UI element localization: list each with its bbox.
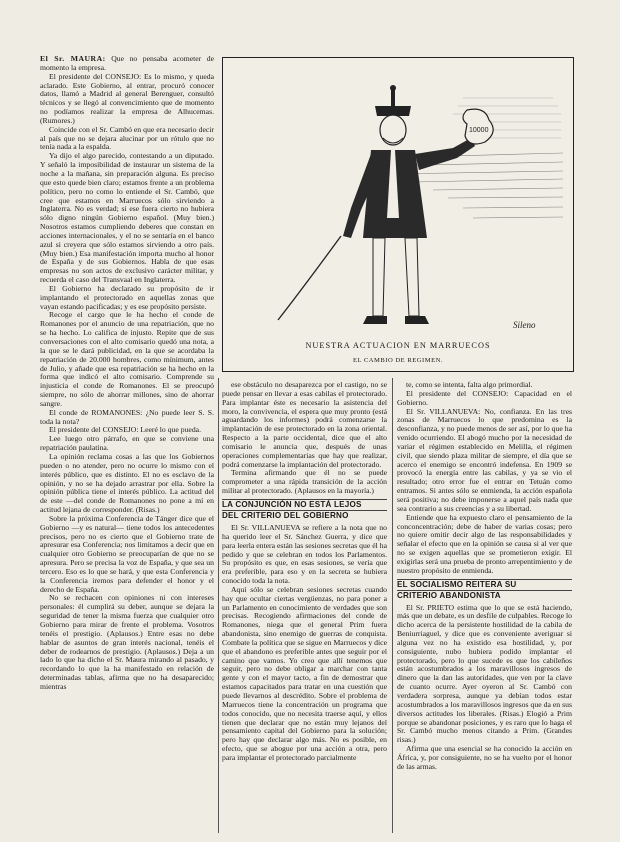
paragraph-text: El presidente del CONSEJO: Capacidad en el Gobierno.	[397, 388, 572, 407]
paragraph-text: No se rechacen con opiniones ni con intereses personales: él cumplirá su deber, aunque se dejara la seguridad de tener la misma fuerza que cualquier otro Gobierno para mirar de frente el problema. Vosotros tenéis el prestigio. (Aplausos.) Entre esas no debe hablar de asuntos de gran interés nacional, tenéis el deber de rodearnos de prestigio. (Aplausos.) Deja a un lado lo que ha dicho el Sr. Maura mirando al pasado, y recordando lo que la ha manifestado en relación de determinadas tablas, afirma que no ha desaparecido; mientras	[40, 593, 214, 691]
cartoon-drawing	[223, 58, 572, 370]
section-heading	[397, 579, 572, 602]
article-paragraph	[40, 285, 214, 312]
section-heading-line: LA CONJUNCIÓN NO ESTÁ LEJOS	[222, 499, 362, 509]
section-heading-line: EL SOCIALISMO REITERA SU	[397, 579, 517, 589]
political-cartoon	[222, 57, 574, 372]
section-heading-line: CRITERIO ABANDONISTA	[397, 590, 572, 602]
article-column-middle	[222, 381, 387, 833]
paragraph-text: Ya dijo el algo parecido, contestando a un diputado. Y señaló la imposibilidad de instaurar un sistema de la noche a la mañana, sin preparación alguna. Es preciso que esto quede bien claro; estamos frente a un problema político, pero no como lo entiende el Sr. Cambó, que cree que estamos en Marruecos sólo sirviendo a Inglaterra. No es verdad; si ese fuera cierto no hubiera sólo digno ningún Gobierno español. (Muy bien.) Nosotros estamos cumpliendo deberes que constan en acciones internacionales, y el no se sentaría en el banco azul si creyera que sólo estamos sirviendo a otro país. (Muy bien.) Esa manifestación importa mucho al honor de España y de sus Gobiernos. Habla de que esas empresas no son actos de exclusivo carácter militar, y recuerda el caso del Transvaal en Inglaterra.	[40, 151, 214, 285]
paragraph-text: Que no pensaba acometer de momento la empresa.	[40, 55, 214, 72]
article-column-left	[40, 55, 214, 830]
article-paragraph	[222, 381, 387, 469]
article-paragraph	[40, 73, 214, 126]
cartoon-caption: NUESTRA ACTUACION EN MARRUECOS	[305, 341, 491, 350]
article-paragraph	[222, 469, 387, 496]
article-paragraph	[40, 435, 214, 453]
speaker-lead: El Sr. MAURA:	[40, 55, 106, 63]
column-rule	[218, 378, 219, 833]
article-paragraph	[40, 594, 214, 691]
paragraph-text: ese obstáculo no desaparezca por el castigo, no se puede pensar en llevar a esas cabilas el protectorado. Para implantar éste es necesario la asistencia del moro, la convivencia, el espera que muy pronto (está aguardando los informes) podrá comenzarse la implantación de ese protectorado en la zona oriental. Respecto a la parte occidental, dice que el alto comisario le anuncia que, después de unas operaciones complementarias que hay que realizar, podrá comenzarse la implantación del protectorado.	[222, 381, 387, 469]
paragraph-text: El Sr. VILLANUEVA: No, confianza. En las tres zonas de Marruecos lo que predomina es la desconfianza, y no puede menos de ser así, por lo que ha venido ocurriendo. El abogó mucho por la necesidad de variar el régimen establecido en Melilla, el régimen civil, que siendo plaza militar de siempre, el día que se acerco el enemigo se encontró indefensa. En 1909 se provocó la energía entre las cabilas, y ya se vio el resultado; otro error fue el entrar en Tetuán como entramos. Si antes sólo se enmienda, la acción española será positiva; no debe imponerse a aquel país nada que sea contrario a sus creencias y a su libertad.	[397, 406, 572, 513]
paragraph-text: Afirma que una esencial se ha conocido la acción en África, y, por consiguiente, no se ha vuelto por el honor de las armas.	[397, 744, 572, 771]
article-paragraph	[222, 586, 387, 763]
article-paragraph	[40, 126, 214, 153]
article-paragraph	[397, 745, 572, 772]
article-paragraph	[40, 152, 214, 285]
article-paragraph	[397, 408, 572, 514]
paragraph-text: Recoge el cargo que le ha hecho el conde de Romanones por el anuncio de una repatriación, que no se ha hecho. Lo califica de injusto. Repite que de sus conversaciones con el alto comisario quedó una nota, a la que se le dará publicidad, en la que se acordaba la repatriación de 20.000 hombres, como mínimum, antes de Julio, y añade que esa repatriación se ha hecho en la forma que indicó el alto comisario. Comprende su injusticia el conde de Romanones. El se preocupó siempre, no sólo de ahorrar millones, sino de ahorrar sangre.	[40, 310, 214, 408]
article-paragraph	[40, 453, 214, 515]
cartoon-subcaption: EL CAMBIO DE REGIMEN.	[352, 357, 444, 364]
cartoon-signature: Sileno	[513, 320, 536, 330]
article-paragraph	[397, 390, 572, 408]
paragraph-text: El conde de ROMANONES: ¿No puede leer S. S. toda la nota?	[40, 407, 214, 426]
article-paragraph	[40, 55, 214, 73]
article-paragraph	[397, 514, 572, 576]
paragraph-text: Sobre la próxima Conferencia de Tánger dice que el Gobierno —y es natural— tiene todos los antecedentes precisos, pero no es cierto que el Gobierno trate de apresurar esa Conferencia; nos limitamos a decir que en cualquier otro Gobierno se preocuparían de que no se apresura. Pero se precisa la voz de España, y que sea un tercero. Eso es lo que se hará, y que esta Conferencia y la Conferencia iremos para defender el honor y el derecho de España.	[40, 513, 214, 594]
paragraph-text: El Gobierno ha declarado su propósito de ir implantando el protectorado en aquellas zonas que vayan estando pacificadas; y es ese propósito persiste.	[40, 283, 214, 311]
article-paragraph	[222, 524, 387, 586]
paragraph-text: El presidente del CONSEJO: Leeré lo que pueda.	[49, 425, 201, 435]
paragraph-text: Termina afirmando que él no se puede comprometer a una rápida transición de la acción militar al protectorado. (Aplausos en la mayoría.)	[222, 468, 387, 496]
paragraph-text: Entiende que ha expuesto claro el pensamiento de la conconcentración; debe de haber de varias cosas; pero no quiere omitir decir algo de las responsabilidades y señalar el efecto que en la opinión se causa si al ver que no se exigen aquellas que se prometieron exigir. El exigirlas será una prueba de pronto arrepentimiento y de nuestro propósito de enmienda.	[397, 512, 572, 575]
paragraph-text: te, como se intenta, falta algo primordial.	[406, 381, 533, 389]
paragraph-text: El presidente del CONSEJO: Es lo mismo, y queda aclarado. Este Gobierno, al entrar, procuró conocer datos, llamó a Madrid al general Berenguer, consultó técnicos y se llegó al convencimiento que de momento no podíamos realizar la empresa de Alhucemas. (Rumores.)	[40, 71, 214, 125]
paragraph-text: Coincide con el Sr. Cambó en que era necesario decir al país que no se dejara alucinar por un rótulo que no tenía nada a la espalda.	[40, 124, 214, 152]
article-paragraph	[40, 409, 214, 427]
paragraph-text: El Sr. PRIETO estima que lo que se está haciendo, más que un debate, es un desfile de culpables. Recoge lo dicho acerca de la persistente hostilidad de la cabila de Beniurriaguel, y dice que es conveniente averiguar si alguna vez no ha existido esa hostilidad, y, por consiguiente, nubo hubiera podido implantar el protectorado, pero lo que sucede es que los cabileños están acostumbrados a los maravillosos ingresos de dinero que la dan las autoridades, que ven por la clave de cuanto ocurre. Ayer oyeron al Sr. Cambó con verdadera sorpresa, aunque ya debían todos estar acostumbrados a los maravillosos ingresos que da en sus diversos actitudes los liberales. (Risas.) Elogió a Prim porque se abandonar posiciones, y es raro que lo haga el Sr. Cambó mucho menos citando a Prim. (Grandes risas.)	[397, 602, 572, 745]
paragraph-text: La opinión reclama cosas a las que los Gobiernos pueden o no atender, pero no ocurre lo mismo con el interés público, que es distinto. El no es esclavo de la opinión, y no se ha dejado arrastrar por ella. Sobre la opinión pública tiene el interés público. La actitud del de este —del conde de Romanones no pone a mí en actitud lejana de corresponder. (Risas.)	[40, 451, 214, 515]
paragraph-text: Aquí sólo se celebran sesiones secretas cuando hay que ocultar ciertas vergüenzas, no para poner a un Parlamento en conocimiento de verdades que son precisas. Recogiendo afirmaciones del conde de Romanones, niega que el general Prim fuera abandonista, sino enemigo de guerras de conquista. Combate la política que se sigue en Marruecos y dice que el abandono es preferible antes que seguir por el camino que vamos. Yo creo que allí tenemos que seguir, pero no debe obligar a marchar con tanta gente y con el mayor tacto, a fin de demostrar que estamos capacitados para tratar en una cuestión que puede llevarnos al descrédito. Sobre el problema de Marruecos tiene la concentración un programa que todos conocido, que no necesita traerse aquí, y ellos tienen que declarar que no están muy lejanos del pensamiento capital del Gobierno para la solución; pero hay que declarar algo más. No es posible, en efecto, que se abogue por una acción a otra, pero para implantar el protectorado parcialmente	[222, 584, 387, 762]
column-rule	[392, 378, 393, 833]
paragraph-text: Lee luego otro párrafo, en que se conviene una repatriación paulatina.	[40, 434, 214, 453]
article-paragraph	[40, 515, 214, 595]
article-column-right	[397, 381, 572, 833]
section-heading	[222, 499, 387, 522]
section-heading-line: DEL CRITERIO DEL GOBIERNO	[222, 510, 387, 522]
article-paragraph	[40, 311, 214, 408]
coin-text: 10000	[469, 127, 489, 134]
paragraph-text: El Sr. VILLANUEVA se refiere a la nota que no ha querido leer el Sr. Sánchez Guerra, y dice que para leerla entera están las sesiones secretas que él ha pedido y que se celebran en todos los Parlamentos. Su propósito es que, en esas sesiones, se vería que era preferible, para eso y en la secreta se hubiera conocido toda la nota.	[222, 522, 387, 586]
article-paragraph	[397, 604, 572, 746]
